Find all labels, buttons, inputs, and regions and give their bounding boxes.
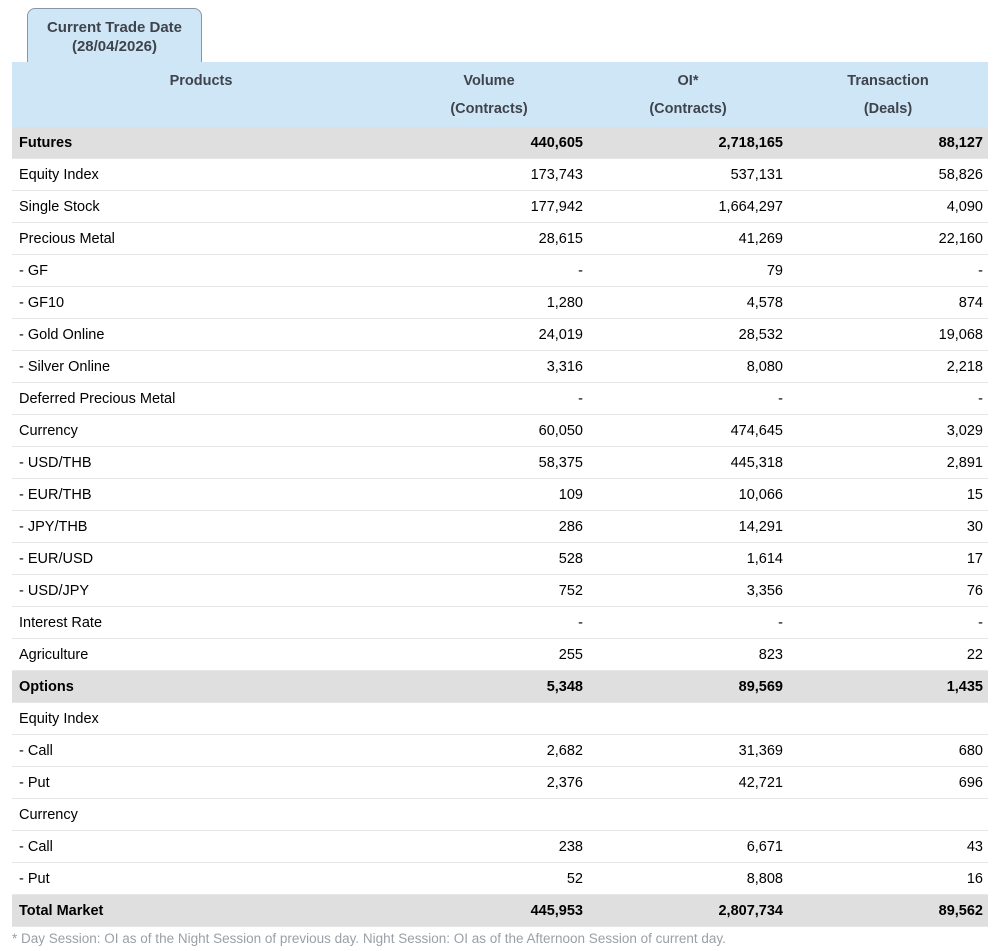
transaction-cell: 22 [788, 639, 988, 671]
transaction-cell: 22,160 [788, 223, 988, 255]
transaction-cell [788, 799, 988, 831]
transaction-cell: 88,127 [788, 127, 988, 159]
volume-cell [390, 703, 588, 735]
transaction-cell: 874 [788, 287, 988, 319]
oi-cell: 42,721 [588, 767, 788, 799]
oi-cell: 79 [588, 255, 788, 287]
volume-cell: 1,280 [390, 287, 588, 319]
product-cell: Futures [12, 127, 390, 159]
column-header-transaction: Transaction (Deals) [788, 62, 988, 127]
column-header-products: Products [12, 62, 390, 127]
table-row [12, 639, 988, 671]
oi-cell: 474,645 [588, 415, 788, 447]
transaction-cell [788, 703, 988, 735]
product-cell: - USD/THB [12, 447, 390, 479]
volume-cell: 440,605 [390, 127, 588, 159]
market-summary-table [12, 62, 988, 927]
footnote: * Day Session: OI as of the Night Session of previous day. Night Session: OI as of the Afternoon Session of current day. [12, 931, 726, 946]
volume-cell: 3,316 [390, 351, 588, 383]
table-row [12, 415, 988, 447]
transaction-cell: - [788, 383, 988, 415]
oi-cell: 4,578 [588, 287, 788, 319]
oi-cell: 41,269 [588, 223, 788, 255]
oi-cell [588, 703, 788, 735]
product-cell: Currency [12, 415, 390, 447]
volume-cell: 173,743 [390, 159, 588, 191]
table-row [12, 831, 988, 863]
table-row [12, 543, 988, 575]
product-cell: - Call [12, 831, 390, 863]
table-row [12, 223, 988, 255]
product-cell: Total Market [12, 895, 390, 927]
volume-cell: - [390, 255, 588, 287]
product-cell: Equity Index [12, 703, 390, 735]
volume-cell: 24,019 [390, 319, 588, 351]
volume-cell: - [390, 607, 588, 639]
product-cell: Equity Index [12, 159, 390, 191]
oi-cell: 89,569 [588, 671, 788, 703]
transaction-cell: 17 [788, 543, 988, 575]
transaction-cell: 15 [788, 479, 988, 511]
table-row [12, 863, 988, 895]
oi-cell: 2,807,734 [588, 895, 788, 927]
volume-cell: - [390, 383, 588, 415]
product-cell: - GF [12, 255, 390, 287]
product-cell: - USD/JPY [12, 575, 390, 607]
product-cell: - Call [12, 735, 390, 767]
transaction-cell: 58,826 [788, 159, 988, 191]
table-body [12, 127, 988, 927]
transaction-cell: 3,029 [788, 415, 988, 447]
product-cell: Agriculture [12, 639, 390, 671]
oi-cell: 1,614 [588, 543, 788, 575]
oi-cell [588, 799, 788, 831]
product-cell: Options [12, 671, 390, 703]
transaction-cell: 2,891 [788, 447, 988, 479]
volume-cell: 60,050 [390, 415, 588, 447]
product-cell: - Put [12, 767, 390, 799]
transaction-cell: - [788, 255, 988, 287]
product-cell: - Put [12, 863, 390, 895]
product-cell: Single Stock [12, 191, 390, 223]
volume-cell: 109 [390, 479, 588, 511]
oi-cell: 1,664,297 [588, 191, 788, 223]
table-row [12, 895, 988, 927]
oi-cell: 8,080 [588, 351, 788, 383]
column-header-volume: Volume (Contracts) [390, 62, 588, 127]
transaction-cell: 696 [788, 767, 988, 799]
transaction-cell: 76 [788, 575, 988, 607]
oi-cell: 445,318 [588, 447, 788, 479]
transaction-cell: 680 [788, 735, 988, 767]
transaction-cell: 30 [788, 511, 988, 543]
oi-cell: 10,066 [588, 479, 788, 511]
oi-cell: 823 [588, 639, 788, 671]
oi-cell: 2,718,165 [588, 127, 788, 159]
table-row [12, 383, 988, 415]
table-row [12, 767, 988, 799]
table-row [12, 511, 988, 543]
product-cell: - JPY/THB [12, 511, 390, 543]
table-row [12, 607, 988, 639]
table-row [12, 671, 988, 703]
tab-label-line1: Current Trade Date [46, 19, 183, 36]
volume-cell: 752 [390, 575, 588, 607]
product-cell: - GF10 [12, 287, 390, 319]
product-cell: - EUR/THB [12, 479, 390, 511]
table-row [12, 159, 988, 191]
volume-cell: 528 [390, 543, 588, 575]
product-cell: - Silver Online [12, 351, 390, 383]
oi-cell: - [588, 383, 788, 415]
transaction-cell: 19,068 [788, 319, 988, 351]
oi-cell: 14,291 [588, 511, 788, 543]
tab-current-trade-date[interactable] [27, 8, 202, 62]
transaction-cell: 4,090 [788, 191, 988, 223]
volume-cell: 2,376 [390, 767, 588, 799]
table-row [12, 351, 988, 383]
volume-cell: 52 [390, 863, 588, 895]
oi-cell: 8,808 [588, 863, 788, 895]
table-row [12, 799, 988, 831]
volume-cell: 255 [390, 639, 588, 671]
transaction-cell: 16 [788, 863, 988, 895]
column-header-oi: OI* (Contracts) [588, 62, 788, 127]
volume-cell: 286 [390, 511, 588, 543]
volume-cell: 2,682 [390, 735, 588, 767]
product-cell: Deferred Precious Metal [12, 383, 390, 415]
product-cell: Currency [12, 799, 390, 831]
volume-cell: 28,615 [390, 223, 588, 255]
table-row [12, 127, 988, 159]
volume-cell: 58,375 [390, 447, 588, 479]
table-row [12, 479, 988, 511]
table-row [12, 703, 988, 735]
tab-label-line2: (28/04/2026) [71, 38, 158, 55]
oi-cell: 31,369 [588, 735, 788, 767]
oi-cell: 28,532 [588, 319, 788, 351]
volume-cell: 238 [390, 831, 588, 863]
product-cell: - EUR/USD [12, 543, 390, 575]
transaction-cell: 43 [788, 831, 988, 863]
table-row [12, 287, 988, 319]
table-row [12, 575, 988, 607]
product-cell: Precious Metal [12, 223, 390, 255]
transaction-cell: 1,435 [788, 671, 988, 703]
table-header-row [12, 62, 988, 127]
product-cell: Interest Rate [12, 607, 390, 639]
transaction-cell: - [788, 607, 988, 639]
table-row [12, 735, 988, 767]
table-row [12, 255, 988, 287]
volume-cell: 5,348 [390, 671, 588, 703]
table-row [12, 191, 988, 223]
oi-cell: 6,671 [588, 831, 788, 863]
transaction-cell: 2,218 [788, 351, 988, 383]
volume-cell: 445,953 [390, 895, 588, 927]
volume-cell [390, 799, 588, 831]
product-cell: - Gold Online [12, 319, 390, 351]
oi-cell: 3,356 [588, 575, 788, 607]
table-row [12, 319, 988, 351]
oi-cell: 537,131 [588, 159, 788, 191]
oi-cell: - [588, 607, 788, 639]
volume-cell: 177,942 [390, 191, 588, 223]
transaction-cell: 89,562 [788, 895, 988, 927]
table-row [12, 447, 988, 479]
